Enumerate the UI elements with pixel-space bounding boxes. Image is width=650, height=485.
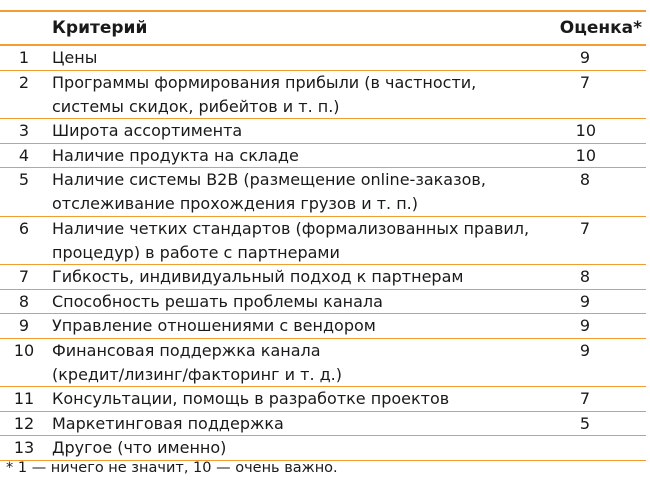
row-number: 1 xyxy=(18,48,30,67)
row-number: 13 xyxy=(13,438,35,457)
row-number: 11 xyxy=(13,389,35,408)
table-row xyxy=(0,412,646,437)
header-score: Оценка* xyxy=(559,18,642,38)
table-row xyxy=(0,168,646,217)
row-criterion: Финансовая поддержка канала (кредит/лизинг/факторинг и т. д.) xyxy=(52,340,342,384)
header-criterion: Критерий xyxy=(52,18,148,38)
row-score: 7 xyxy=(579,218,590,238)
row-criterion: Цены xyxy=(52,48,98,67)
table-row xyxy=(0,217,646,266)
row-criterion: Гибкость, индивидуальный подход к партнерам xyxy=(52,267,464,286)
criteria-table xyxy=(0,10,646,461)
row-score: 9 xyxy=(579,291,590,311)
row-criterion: Маркетинговая поддержка xyxy=(52,413,284,433)
table-row xyxy=(0,144,646,169)
row-number: 4 xyxy=(18,145,30,165)
row-number: 9 xyxy=(18,316,30,335)
row-number: 6 xyxy=(18,218,30,238)
table-row xyxy=(0,46,646,71)
row-score: 8 xyxy=(579,267,590,286)
row-score: 9 xyxy=(579,316,590,335)
table-row xyxy=(0,314,646,339)
row-score: 7 xyxy=(579,72,590,92)
row-criterion: Консультации, помощь в разработке проектов xyxy=(52,389,450,408)
row-number: 7 xyxy=(18,267,30,286)
row-score: 10 xyxy=(575,145,596,165)
row-criterion: Наличие четких стандартов (формализованных правил, процедур) в работе с партнерами xyxy=(52,218,530,262)
table-row xyxy=(0,71,646,120)
row-score: 10 xyxy=(575,121,596,140)
row-criterion: Наличие продукта на складе xyxy=(52,145,299,165)
row-number: 8 xyxy=(18,291,30,311)
row-score: 8 xyxy=(579,170,590,189)
table-header xyxy=(0,12,646,46)
row-number: 5 xyxy=(18,170,30,189)
row-criterion: Другое (что именно) xyxy=(52,438,227,457)
table-row xyxy=(0,339,646,388)
row-number: 12 xyxy=(13,413,35,433)
footnote: * 1 — ничего не значит, 10 — очень важно. xyxy=(6,460,338,476)
table-row xyxy=(0,119,646,144)
row-criterion: Способность решать проблемы канала xyxy=(52,291,383,311)
table-row xyxy=(0,387,646,412)
table-row xyxy=(0,290,646,315)
row-criterion: Программы формирования прибыли (в частности, системы скидок, рибейтов и т. п.) xyxy=(52,72,477,116)
row-score: 5 xyxy=(579,413,590,433)
row-score: 9 xyxy=(579,340,590,360)
table-row xyxy=(0,436,646,461)
row-number: 2 xyxy=(18,72,30,92)
row-score: 9 xyxy=(579,48,590,67)
row-number: 3 xyxy=(18,121,30,140)
row-criterion: Наличие системы B2B (размещение online-заказов, отслеживание прохождения грузов и т. п.) xyxy=(52,170,486,213)
row-criterion: Управление отношениями с вендором xyxy=(52,316,376,335)
row-criterion: Широта ассортимента xyxy=(52,121,243,140)
row-number: 10 xyxy=(13,340,35,360)
table-row xyxy=(0,265,646,290)
row-score: 7 xyxy=(579,389,590,408)
